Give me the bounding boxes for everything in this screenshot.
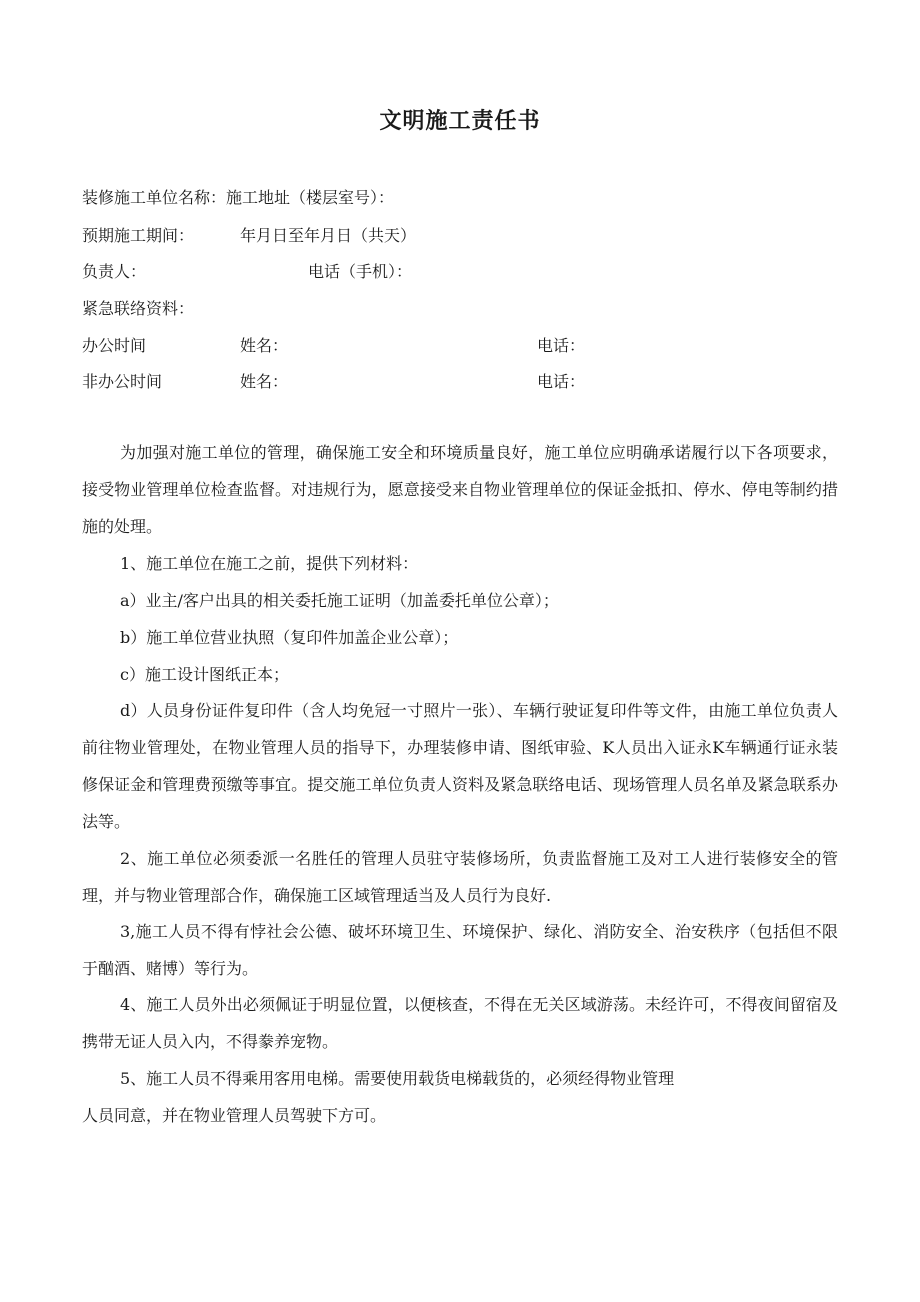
- unit-address-line: [82, 188, 394, 208]
- emergency-label: 紧急联络资料：: [82, 299, 195, 318]
- office-hours-phone-label: 电话：: [537, 336, 586, 355]
- office-hours-label: 办公时间: [82, 336, 147, 355]
- item-2: 2、施工单位必须委派一名胜任的管理人员驻守装修场所，负责监督施工及对工人进行装修安全的管理，并与物业管理部合作，确保施工区域管理适当及人员行为良好.: [82, 849, 838, 905]
- document-title: 文明施工责任书: [379, 109, 541, 134]
- item-1c: c）施工设计图纸正本；: [120, 665, 289, 684]
- phone-mobile-label: 电话（手机）：: [308, 262, 413, 281]
- address-label: 施工地址（楼层室号）：: [226, 188, 395, 207]
- item-1a: a）业主/客户出具的相关委托施工证明（加盖委托单位公章）；: [120, 591, 559, 610]
- period-value: 年月日至年月日（共天）: [240, 226, 417, 245]
- item-5-line-2: 人员同意，并在物业管理人员驾驶下方可。: [82, 1106, 387, 1125]
- item-5-line-1: 5、施工人员不得乘用客用电梯。需要使用载货电梯载货的，必须经得物业管理: [120, 1069, 675, 1088]
- item-1d: d）人员身份证件复印件（含人均免冠一寸照片一张）、车辆行驶证复印件等文件，由施工单位负责人前往物业管理处，在物业管理人员的指导下，办理装修申请、图纸审验、K人员出入证永K车辆通行证永装修保证金和管理费预缴等事宜。提交施工单位负责人资料及紧急联络电话、现场管理人员名单及紧急联系办法等。: [82, 701, 838, 831]
- period-line: [82, 226, 194, 246]
- unit-name-label: 装修施工单位名称：: [82, 188, 227, 207]
- item-1b: b）施工单位营业执照（复印件加盖企业公章）；: [120, 628, 459, 647]
- item-3: 3,施工人员不得有悖社会公德、破坏环境卫生、环境保护、绿化、消防安全、治安秩序（包括但不限于酗酒、赌博）等行为。: [82, 922, 838, 978]
- item-1: 1、施工单位在施工之前，提供下列材料：: [120, 554, 419, 573]
- non-office-hours-phone-label: 电话：: [537, 372, 586, 391]
- item-4: 4、施工人员外出必须佩证于明显位置，以便核查，不得在无关区域游荡。未经许可，不得夜间留宿及携带无证人员入内，不得豢养宠物。: [82, 995, 838, 1051]
- office-hours-name-label: 姓名：: [240, 336, 289, 355]
- non-office-hours-name-label: 姓名：: [240, 372, 289, 391]
- period-label: 预期施工期间：: [82, 226, 195, 245]
- intro-paragraph: 为加强对施工单位的管理，确保施工安全和环境质量良好，施工单位应明确承诺履行以下各项要求，接受物业管理单位检查监督。对违规行为，愿意接受来自物业管理单位的保证金抵扣、停水、停电等制约措施的处理。: [82, 443, 838, 536]
- non-office-hours-label: 非办公时间: [82, 372, 163, 391]
- responsible-label: 负责人：: [82, 262, 147, 281]
